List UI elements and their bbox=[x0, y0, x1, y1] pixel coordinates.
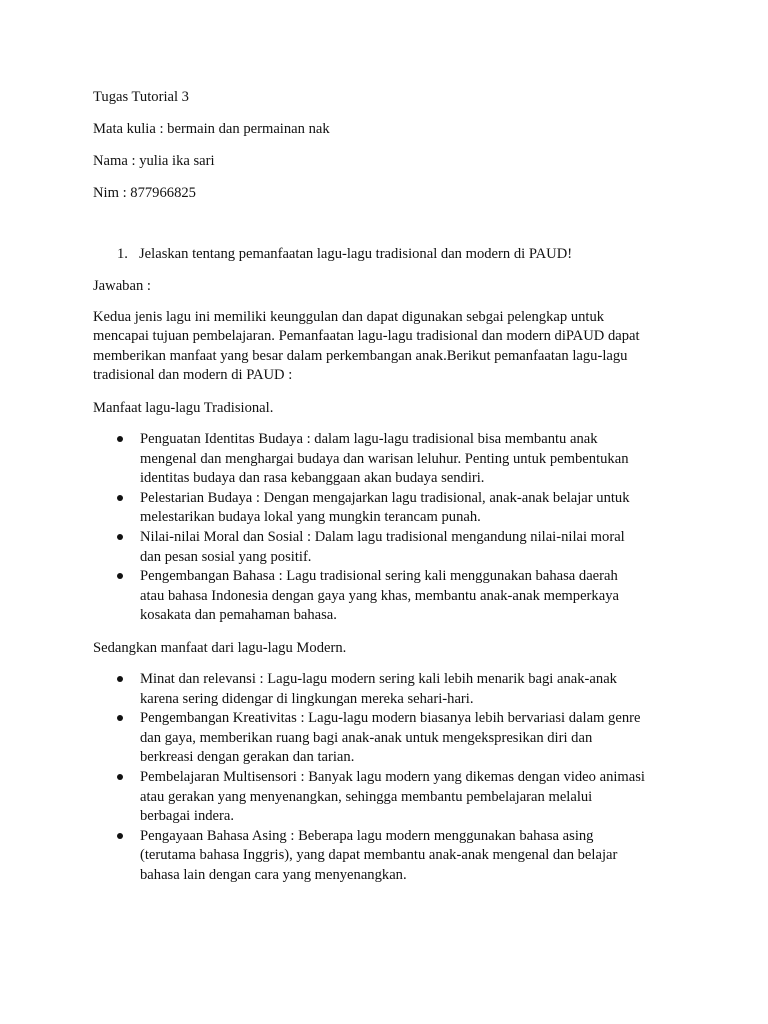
question-item bbox=[117, 245, 572, 263]
list-item: Pelestarian Budaya : Dengan mengajarkan lagu tradisional, anak-anak belajar untuk melestarikan budaya lokal yang mungkin terancam punah. bbox=[117, 489, 687, 528]
question-number: 1. bbox=[117, 246, 128, 262]
bullet-icon bbox=[117, 495, 123, 501]
bullet-icon bbox=[117, 573, 123, 579]
question-text: Jelaskan tentang pemanfaatan lagu-lagu tradisional dan modern di PAUD! bbox=[139, 246, 573, 262]
list-item: Penguatan Identitas Budaya : dalam lagu-lagu tradisional bisa membantu anak mengenal dan menghargai budaya dan warisan leluhur. Penting untuk pembentukan identitas budaya dan rasa kebanggaan akan budaya sendiri. bbox=[117, 430, 687, 489]
intro-paragraph: Kedua jenis lagu ini memiliki keunggulan dan dapat digunakan sebgai pelengkap untuk mencapai tujuan pembelajaran. Pemanfaatan lagu-lagu tradisional dan modern diPAUD dapat memberikan manfaat yang besar dalam perkembangan anak.Berikut pemanfaatan lagu-lagu tradisional dan modern di PAUD : bbox=[93, 309, 640, 384]
course-line: Mata kulia : bermain dan permainan nak bbox=[93, 121, 330, 137]
bullet-icon bbox=[117, 774, 123, 780]
traditional-list bbox=[117, 430, 687, 626]
answer-label: Jawaban : bbox=[93, 278, 151, 294]
modern-heading: Sedangkan manfaat dari lagu-lagu Modern. bbox=[93, 640, 347, 656]
nim-line: Nim : 877966825 bbox=[93, 185, 196, 201]
bullet-icon bbox=[117, 715, 123, 721]
bullet-icon bbox=[117, 676, 123, 682]
traditional-heading: Manfaat lagu-lagu Tradisional. bbox=[93, 400, 274, 416]
list-item: Pengembangan Bahasa : Lagu tradisional sering kali menggunakan bahasa daerah atau bahasa Indonesia dengan gaya yang khas, membantu anak-anak memperkaya kosakata dan pemahaman bahasa. bbox=[117, 567, 687, 626]
list-item: Pengayaan Bahasa Asing : Beberapa lagu modern menggunakan bahasa asing (terutama bahasa Inggris), yang dapat membantu anak-anak mengenal dan belajar bahasa lain dengan cara yang menyenangkan. bbox=[117, 827, 687, 886]
bullet-icon bbox=[117, 534, 123, 540]
bullet-icon bbox=[117, 833, 123, 839]
list-item: Minat dan relevansi : Lagu-lagu modern sering kali lebih menarik bagi anak-anak karena sering didengar di lingkungan mereka sehari-hari. bbox=[117, 670, 687, 709]
list-item: Nilai-nilai Moral dan Sosial : Dalam lagu tradisional mengandung nilai-nilai moral dan pesan sosial yang positif. bbox=[117, 528, 687, 567]
list-item: Pengembangan Kreativitas : Lagu-lagu modern biasanya lebih bervariasi dalam genre dan gaya, memberikan ruang bagi anak-anak untuk mengekspresikan diri dan berkreasi dengan gerakan dan tarian. bbox=[117, 709, 687, 768]
bullet-icon bbox=[117, 436, 123, 442]
name-line: Nama : yulia ika sari bbox=[93, 153, 215, 169]
modern-list bbox=[117, 670, 687, 886]
document-title: Tugas Tutorial 3 bbox=[93, 89, 189, 105]
list-item: Pembelajaran Multisensori : Banyak lagu modern yang dikemas dengan video animasi atau gerakan yang menyenangkan, sehingga membantu pembelajaran melalui berbagai indera. bbox=[117, 768, 687, 827]
